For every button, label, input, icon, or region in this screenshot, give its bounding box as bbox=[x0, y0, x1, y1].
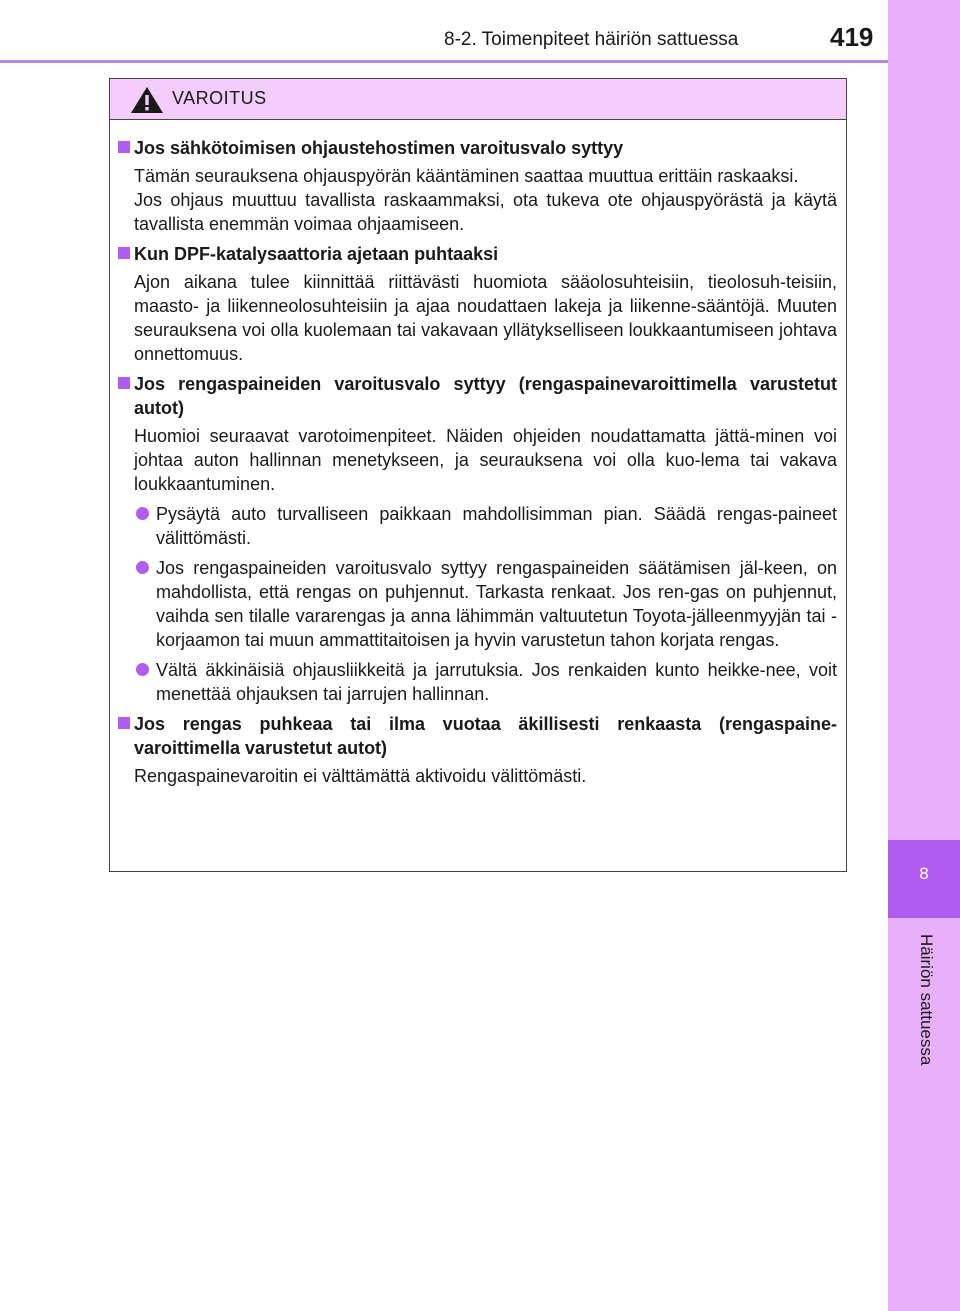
bullet-text: Pysäytä auto turvalliseen paikkaan mahdollisimman pian. Säädä rengas-paineet välittömästi. bbox=[156, 504, 837, 548]
chapter-number-tab[interactable]: 8 bbox=[888, 840, 960, 918]
paragraph: Rengaspainevaroitin ei välttämättä aktivoidu välittömästi. bbox=[134, 766, 587, 786]
warning-label: VAROITUS bbox=[172, 88, 267, 108]
warning-box bbox=[109, 78, 847, 872]
item-text bbox=[118, 764, 837, 788]
warning-item bbox=[118, 712, 837, 788]
item-heading bbox=[118, 136, 837, 160]
circle-bullet-icon bbox=[136, 507, 149, 520]
item-text bbox=[118, 164, 837, 236]
square-bullet-icon bbox=[118, 717, 130, 729]
item-heading bbox=[118, 372, 837, 420]
bullet-text: Vältä äkkinäisiä ohjausliikkeitä ja jarrutuksia. Jos renkaiden kunto heikke-nee, voit menettää ohjauksen tai jarrujen hallinnan. bbox=[156, 660, 837, 704]
paragraph: Tämän seurauksena ohjauspyörän kääntäminen saattaa muuttua erittäin raskaaksi. bbox=[134, 166, 799, 186]
bullet-item bbox=[118, 658, 837, 706]
square-bullet-icon bbox=[118, 141, 130, 153]
bullet-item bbox=[118, 556, 837, 652]
bullet-item bbox=[118, 502, 837, 550]
warning-item bbox=[118, 136, 837, 236]
circle-bullet-icon bbox=[136, 663, 149, 676]
item-heading-text: Jos rengas puhkeaa tai ilma vuotaa äkillisesti renkaasta (rengaspaine-varoittimella varustetut autot) bbox=[134, 714, 837, 758]
warning-item bbox=[118, 242, 837, 366]
item-heading-text: Jos rengaspaineiden varoitusvalo syttyy (rengaspainevaroittimella varustetut autot) bbox=[134, 374, 837, 418]
item-heading-text: Kun DPF-katalysaattoria ajetaan puhtaaksi bbox=[134, 244, 499, 264]
circle-bullet-icon bbox=[136, 561, 149, 574]
item-text bbox=[118, 270, 837, 366]
square-bullet-icon bbox=[118, 247, 130, 259]
paragraph: Huomioi seuraavat varotoimenpiteet. Näiden ohjeiden noudattamatta jättä-minen voi johtaa auton hallinnan menetykseen, ja seurauksena voi olla kuo-lema tai vakava loukkaantuminen. bbox=[134, 426, 837, 494]
chapter-label: Häiriön sattuessa bbox=[917, 934, 936, 1066]
paragraph: Jos ohjaus muuttuu tavallista raskaammaksi, ota tukeva ote ohjauspyörästä ja käytä tavallista enemmän voimaa ohjaamiseen. bbox=[134, 190, 837, 234]
warning-body bbox=[110, 120, 846, 788]
warning-triangle-icon bbox=[130, 86, 164, 114]
item-text bbox=[118, 424, 837, 496]
paragraph: Ajon aikana tulee kiinnittää riittävästi huomiota sääolosuhteisiin, tieolosuh-teisiin, maasto- ja liikenneolosuhteisiin ja ajaa noudattaen lakeja ja liikenne-sääntöjä. Muuten seurauksena voi olla kuolemaan tai vakavaan yllätykselliseen loukkaantumiseen johtava onnettomuus. bbox=[134, 272, 837, 364]
side-tab bbox=[888, 0, 960, 1311]
item-heading bbox=[118, 712, 837, 760]
section-title: 8-2. Toimenpiteet häiriön sattuessa bbox=[444, 29, 739, 50]
square-bullet-icon bbox=[118, 377, 130, 389]
warning-header bbox=[110, 79, 846, 120]
page-number: 419 bbox=[830, 22, 874, 52]
header-rule bbox=[0, 60, 888, 63]
item-heading-text: Jos sähkötoimisen ohjaustehostimen varoitusvalo syttyy bbox=[134, 138, 624, 158]
bullet-text: Jos rengaspaineiden varoitusvalo syttyy rengaspaineiden säätämisen jäl-keen, on mahdollista, että rengas on puhjennut. Tarkasta renkaat. Jos ren-gas on puhjennut, vaihda sen tilalle vararengas ja anna lähimmän valtuutetun Toyota-jälleenmyyjän tai -korjaamon tai muun ammattitaitoisen ja hyvin varustetun tahon korjata rengas. bbox=[156, 558, 837, 650]
warning-item bbox=[118, 372, 837, 706]
item-heading bbox=[118, 242, 837, 266]
